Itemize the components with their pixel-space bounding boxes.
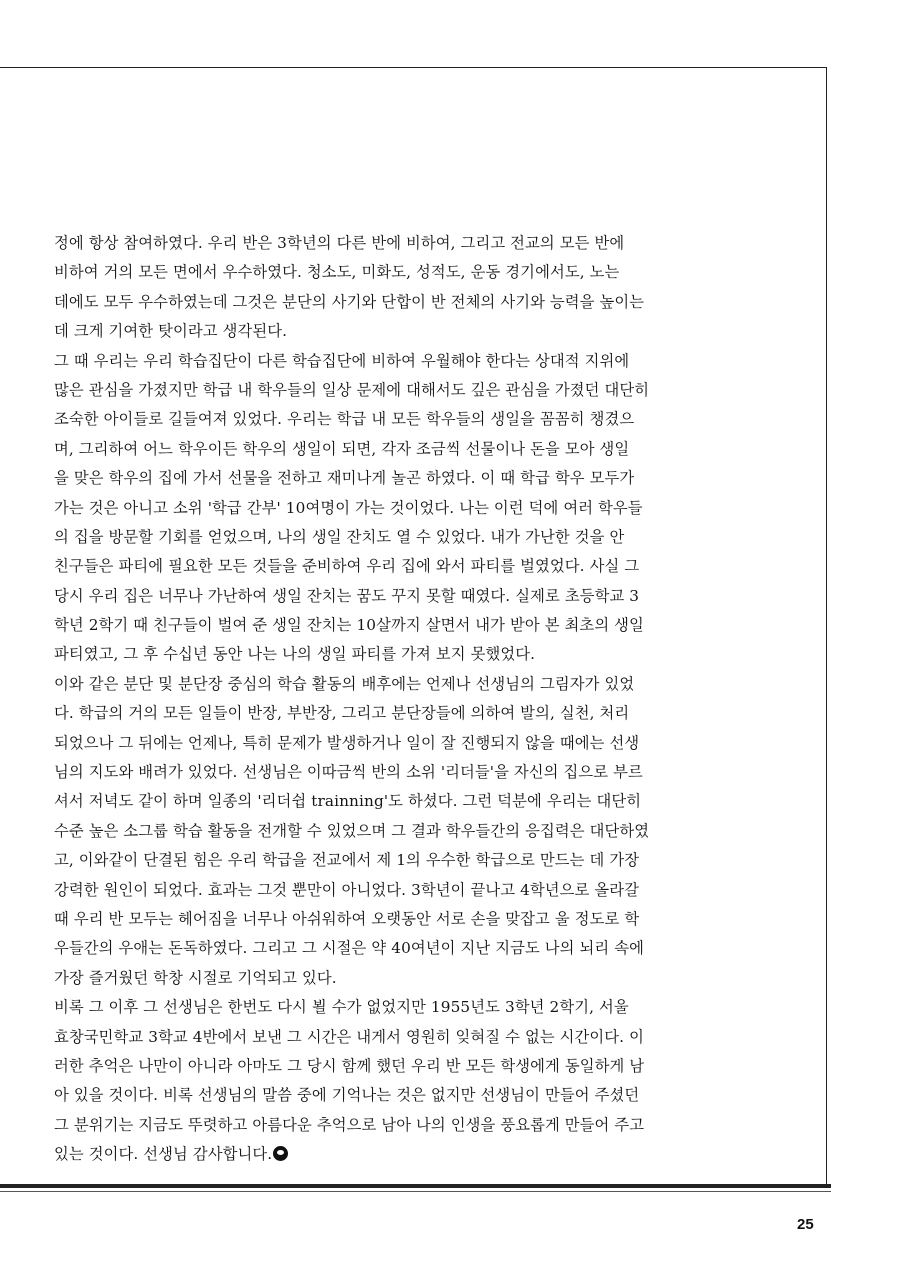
text-line: 강력한 원인이 되었다. 효과는 그것 뿐만이 아니었다. 3학년이 끝나고 4학년으로 올라갈 xyxy=(54,880,640,899)
text-line: 셔서 저녁도 같이 하며 일종의 '리더쉽 trainning'도 하셨다. 그런 덕분에 우리는 대단히 xyxy=(54,792,642,811)
text-line: 당시 우리 집은 너무나 가난하여 생일 잔치는 꿈도 꾸지 못할 때였다. 실제로 초등학교 3 xyxy=(54,586,640,605)
end-of-article-icon xyxy=(273,1146,288,1161)
bottom-rule xyxy=(0,1184,831,1188)
text-line: 데 크게 기여한 탓이라고 생각된다. xyxy=(54,322,288,341)
text-line: 가는 것은 아니고 소위 '학급 간부' 10여명이 가는 것이었다. 나는 이런 덕에 여러 학우들 xyxy=(54,498,643,517)
text-line: 학년 2학기 때 친구들이 벌여 준 생일 잔치는 10살까지 살면서 내가 받아 본 최초의 생일 xyxy=(54,616,644,635)
text-line: 우들간의 우애는 돈독하였다. 그리고 그 시절은 약 40여년이 지난 지금도 나의 뇌리 속에 xyxy=(54,939,644,958)
text-line: 많은 관심을 가졌지만 학급 내 학우들의 일상 문제에 대해서도 깊은 관심을 가졌던 대단히 xyxy=(54,380,650,399)
text-line: 비하여 거의 모든 면에서 우수하였다. 청소도, 미화도, 성적도, 운동 경기에서도, 노는 xyxy=(54,263,620,282)
text-line: 효창국민학교 3학교 4반에서 보낸 그 시간은 내게서 영원히 잊혀질 수 없는 시간이다. 이 xyxy=(54,1027,644,1046)
text-line: 의 집을 방문할 기회를 얻었으며, 나의 생일 잔치도 열 수 있었다. 내가 가난한 것을 안 xyxy=(54,527,625,546)
text-line: 되었으나 그 뒤에는 언제나, 특히 문제가 발생하거나 일이 잘 진행되지 않을 때에는 선생 xyxy=(54,733,640,752)
text-line: 다. 학급의 거의 모든 일들이 반장, 부반장, 그리고 분단장들에 의하여 발의, 실천, 처리 xyxy=(54,704,630,723)
text-line: 조숙한 아이들로 길들여져 있었다. 우리는 학급 내 모든 학우들의 생일을 꼼꼼히 챙겼으 xyxy=(54,410,635,429)
right-rule xyxy=(826,67,827,1185)
text-line: 데에도 모두 우수하였는데 그것은 분단의 사기와 단합이 반 전체의 사기와 능력을 높이는 xyxy=(54,292,645,311)
text-line: 정에 항상 참여하였다. 우리 반은 3학년의 다른 반에 비하여, 그리고 전교의 모든 반에 xyxy=(54,234,625,252)
top-rule xyxy=(0,67,827,68)
text-line: 님의 지도와 배려가 있었다. 선생님은 이따금씩 반의 소위 '리더들'을 자신의 집으로 부르 xyxy=(54,763,643,782)
text-line: 때 우리 반 모두는 헤어짐을 너무나 아쉬워하여 오랫동안 서로 손을 맞잡고 울 정도로 학 xyxy=(54,909,640,928)
text-line: 이와 같은 분단 및 분단장 중심의 학습 활동의 배후에는 언제나 선생님의 그림자가 있었 xyxy=(54,674,635,693)
text-line: 을 맞은 학우의 집에 가서 선물을 전하고 재미나게 놀곤 하였다. 이 때 학급 학우 모두가 xyxy=(54,469,635,488)
page-number: 25 xyxy=(797,1216,814,1233)
text-line: 파티였고, 그 후 수십년 동안 나는 나의 생일 파티를 가져 보지 못했었다. xyxy=(54,645,536,664)
text-line: 친구들은 파티에 필요한 모든 것들을 준비하여 우리 집에 와서 파티를 벌였었다. 사실 그 xyxy=(54,557,640,576)
text-line: 그 때 우리는 우리 학습집단이 다른 학습집단에 비하여 우월해야 한다는 상대적 지위에 xyxy=(54,351,630,370)
text-line: 수준 높은 소그룹 학습 활동을 전개할 수 있었으며 그 결과 학우들간의 응집력은 대단하였 xyxy=(54,821,650,840)
last-line-text: 있는 것이다. 선생님 감사합니다. xyxy=(54,1145,273,1164)
last-text-line xyxy=(54,1140,710,1169)
text-line: 러한 추억은 나만이 아니라 아마도 그 당시 함께 했던 우리 반 모든 학생에게 동일하게 남 xyxy=(54,1056,645,1075)
body-text xyxy=(54,229,710,1170)
text-line: 고, 이와같이 단결된 힘은 우리 학급을 전교에서 제 1의 우수한 학급으로 만드는 데 가장 xyxy=(54,851,640,870)
text-line: 가장 즐거웠던 학창 시절로 기억되고 있다. xyxy=(54,968,337,987)
text-line: 아 있을 것이다. 비록 선생님의 말씀 중에 기억나는 것은 없지만 선생님이 만들어 주셨던 xyxy=(54,1086,640,1105)
text-line: 며, 그리하여 어느 학우이든 학우의 생일이 되면, 각자 조금씩 선물이나 돈을 모아 생일 xyxy=(54,439,630,458)
text-line: 그 분위기는 지금도 뚜렷하고 아름다운 추억으로 남아 나의 인생을 풍요롭게 만들어 주고 xyxy=(54,1115,645,1134)
bottom-rule-thin xyxy=(0,1191,831,1192)
text-line: 비록 그 이후 그 선생님은 한번도 다시 뵐 수가 없었지만 1955년도 3학년 2학기, 서울 xyxy=(54,998,629,1017)
